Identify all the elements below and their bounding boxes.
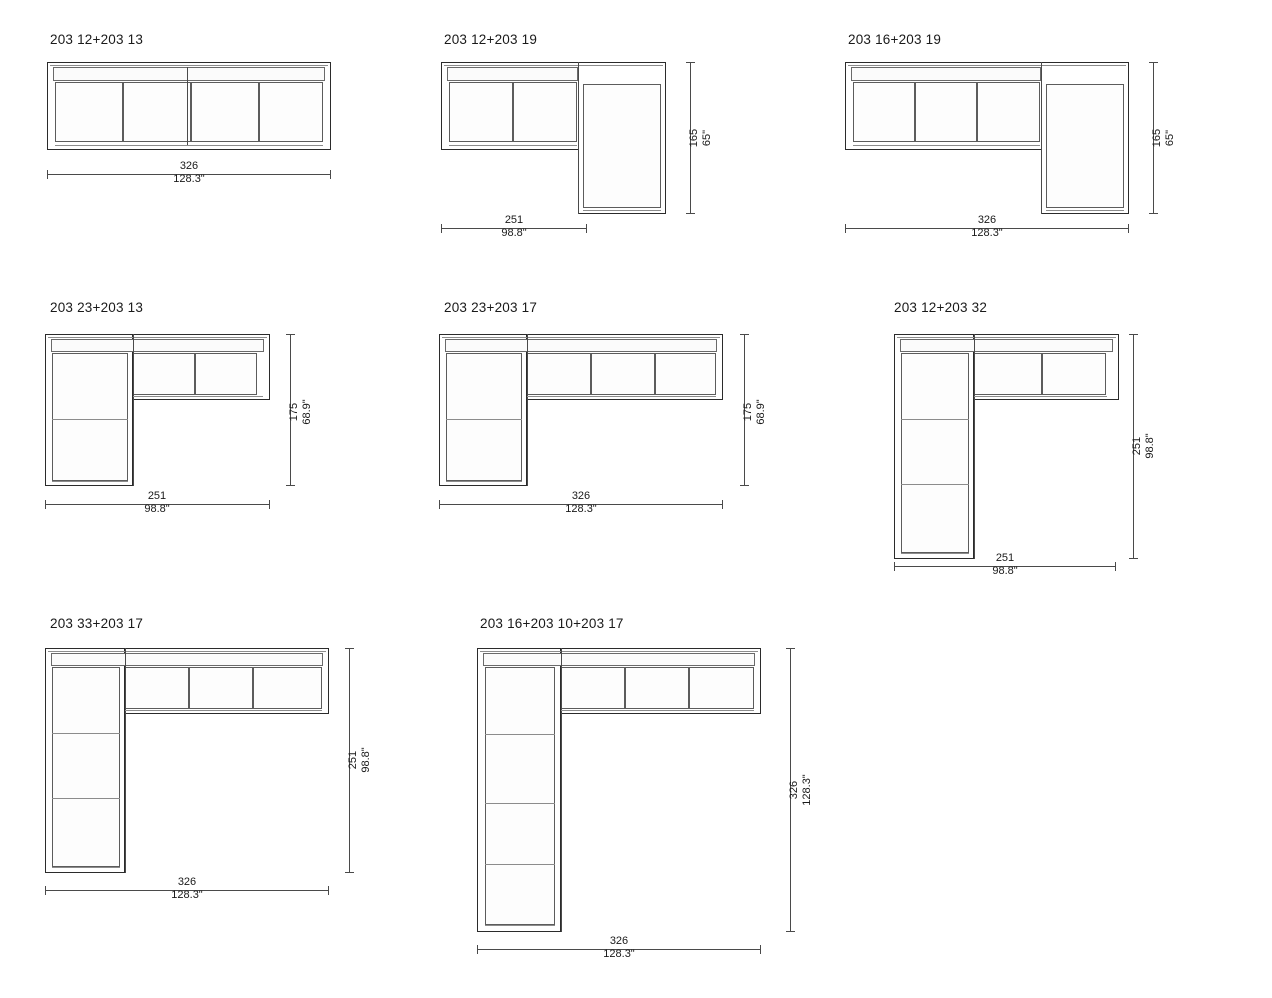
outline-inner-edge <box>50 65 328 66</box>
seat-cushion <box>977 82 1040 142</box>
seat-cushion <box>191 82 259 142</box>
backrest <box>447 67 578 81</box>
cushion-split-line <box>485 803 555 804</box>
depth-dimension-3 <box>1149 62 1179 214</box>
dimension-tick <box>1129 334 1138 335</box>
width-dimension-5 <box>439 490 723 526</box>
dimension-tick <box>286 485 295 486</box>
plan-view-1 <box>47 62 331 150</box>
width-dimension-6 <box>894 552 1116 588</box>
dimension-value-metric: 175 <box>742 402 754 422</box>
chaise-cushion <box>485 667 555 925</box>
configuration-3 <box>848 32 941 47</box>
width-dimension-7 <box>45 876 329 912</box>
dimension-tick <box>477 945 478 954</box>
chaise-cushion <box>446 353 522 481</box>
cushion-split-line <box>901 419 969 420</box>
module-split-line <box>1041 62 1042 214</box>
configuration-title: 203 12+203 13 <box>50 32 144 47</box>
chaise-cushion <box>901 353 969 553</box>
seat-cushion <box>125 667 189 709</box>
plan-view-7 <box>45 648 329 873</box>
cushion-split-line <box>52 733 120 734</box>
outline-inner-edge <box>48 337 267 338</box>
outline-inner-edge <box>48 651 326 652</box>
seat-cushion <box>625 667 689 709</box>
front-edge-line <box>561 710 754 711</box>
front-edge-line <box>52 481 128 482</box>
seat-cushion <box>853 82 915 142</box>
seat-cushion <box>527 353 591 395</box>
front-edge-line <box>853 145 1040 146</box>
seat-cushion <box>189 667 253 709</box>
dimension-value-metric: 251 <box>504 214 524 226</box>
dimension-tick <box>286 334 295 335</box>
depth-dimension-6 <box>1129 334 1159 559</box>
dimension-tick <box>894 562 895 571</box>
dimension-value-metric: 326 <box>179 160 199 172</box>
plan-view-2 <box>441 62 666 214</box>
configuration-title: 203 16+203 19 <box>848 32 942 47</box>
configuration-8 <box>480 616 624 631</box>
dimension-tick <box>45 886 46 895</box>
plan-view-4 <box>45 334 270 486</box>
seat-cushion <box>513 82 577 142</box>
seat-cushion <box>974 353 1042 395</box>
cushion-split-line <box>52 419 128 420</box>
dimension-tick <box>740 485 749 486</box>
backrest <box>483 653 755 666</box>
front-edge-line <box>583 210 661 211</box>
configuration-5 <box>444 300 537 315</box>
plan-view-6 <box>894 334 1119 559</box>
seat-cushion <box>689 667 754 709</box>
front-edge-line <box>125 710 322 711</box>
dimension-tick <box>1149 62 1158 63</box>
width-dimension-4 <box>45 490 270 526</box>
seat-cushion <box>1042 353 1106 395</box>
outline-inner-edge <box>848 65 1126 66</box>
dimension-value-metric: 326 <box>609 935 629 947</box>
width-dimension-3 <box>845 214 1129 250</box>
seat-cushion <box>55 82 123 142</box>
configuration-6 <box>894 300 987 315</box>
dimension-value-metric: 326 <box>977 214 997 226</box>
dimension-value-imperial: 128.3" <box>171 889 203 901</box>
chaise-cushion <box>52 353 128 481</box>
dimension-value-imperial: 68.9" <box>301 399 313 425</box>
dimension-value-imperial: 128.3" <box>565 503 597 515</box>
seat-cushion <box>253 667 322 709</box>
dimension-value-metric: 175 <box>288 402 300 422</box>
front-edge-line <box>449 145 577 146</box>
seat-cushion <box>195 353 257 395</box>
dimension-value-metric: 326 <box>788 780 800 800</box>
front-edge-line <box>133 396 263 397</box>
depth-dimension-4 <box>286 334 316 486</box>
outline-inner-edge <box>480 651 758 652</box>
dimension-tick <box>47 170 48 179</box>
seat-cushion <box>133 353 195 395</box>
seat-cushion <box>655 353 716 395</box>
dimension-value-imperial: 68.9" <box>755 399 767 425</box>
dimension-tick <box>441 224 442 233</box>
backrest <box>900 339 1113 352</box>
dimension-value-metric: 165 <box>688 128 700 148</box>
front-edge-line <box>485 925 555 926</box>
dimension-tick <box>740 334 749 335</box>
dimension-value-metric: 326 <box>177 876 197 888</box>
width-dimension-2 <box>441 214 587 250</box>
dimension-value-imperial: 128.3" <box>603 948 635 960</box>
seat-cushion <box>259 82 323 142</box>
dimension-value-imperial: 128.3" <box>801 774 813 806</box>
dimension-value-imperial: 128.3" <box>971 227 1003 239</box>
seat-cushion <box>561 667 625 709</box>
module-split-line <box>578 62 579 214</box>
dimension-value-metric: 251 <box>347 750 359 770</box>
dimension-tick <box>1149 213 1158 214</box>
depth-dimension-8 <box>786 648 816 932</box>
dimension-value-metric: 251 <box>1131 436 1143 456</box>
dimension-value-imperial: 65" <box>1164 129 1176 147</box>
outline-inner-edge <box>897 337 1116 338</box>
cushion-split-line <box>901 484 969 485</box>
dimension-tick <box>345 648 354 649</box>
module-split-line <box>125 648 126 873</box>
dimension-value-imperial: 98.8" <box>1144 433 1156 459</box>
configuration-2 <box>444 32 537 47</box>
module-split-line <box>187 67 188 145</box>
dimension-tick <box>686 213 695 214</box>
plan-view-8 <box>477 648 761 932</box>
chaise-cushion <box>52 667 120 867</box>
cushion-split-line <box>52 798 120 799</box>
width-dimension-1 <box>47 160 331 196</box>
seat-cushion <box>449 82 513 142</box>
dimension-value-metric: 165 <box>1151 128 1163 148</box>
dimension-tick <box>845 224 846 233</box>
dimension-tick <box>1129 558 1138 559</box>
dimension-value-imperial: 128.3" <box>173 173 205 185</box>
seat-cushion <box>915 82 977 142</box>
outline-inner-edge <box>444 65 663 66</box>
cushion-split-line <box>485 734 555 735</box>
configuration-title: 203 16+203 10+203 17 <box>480 616 624 631</box>
configuration-title: 203 23+203 13 <box>50 300 144 315</box>
front-edge-line <box>527 396 716 397</box>
configuration-title: 203 12+203 19 <box>444 32 538 47</box>
backrest <box>445 339 717 352</box>
dimension-value-imperial: 98.8" <box>360 747 372 773</box>
backrest <box>851 67 1041 81</box>
module-split-line <box>527 334 528 486</box>
dimension-tick <box>439 500 440 509</box>
front-edge-line <box>446 481 522 482</box>
front-edge-line <box>55 145 323 146</box>
backrest <box>53 67 325 81</box>
dimension-tick <box>786 931 795 932</box>
dimension-tick <box>760 945 761 954</box>
front-edge-line <box>974 396 1107 397</box>
configuration-title: 203 33+203 17 <box>50 616 144 631</box>
dimension-value-imperial: 98.8" <box>144 503 170 515</box>
dimension-tick <box>1115 562 1116 571</box>
dimension-tick <box>328 886 329 895</box>
dimension-value-metric: 326 <box>571 490 591 502</box>
cushion-split-line <box>485 864 555 865</box>
dimension-value-metric: 251 <box>147 490 167 502</box>
configuration-title: 203 12+203 32 <box>894 300 988 315</box>
depth-dimension-5 <box>740 334 770 486</box>
outline-inner-edge <box>442 337 720 338</box>
configuration-7 <box>50 616 143 631</box>
dimension-tick <box>722 500 723 509</box>
dimension-value-imperial: 65" <box>701 129 713 147</box>
cushion-split-line <box>446 419 522 420</box>
depth-dimension-7 <box>345 648 375 873</box>
dimension-value-imperial: 98.8" <box>501 227 527 239</box>
dimension-tick <box>330 170 331 179</box>
seat-cushion <box>591 353 655 395</box>
plan-view-3 <box>845 62 1129 214</box>
seat-cushion <box>123 82 191 142</box>
chaise-cushion <box>1046 84 1124 208</box>
backrest <box>51 339 264 352</box>
configuration-1 <box>50 32 143 47</box>
dimension-tick <box>686 62 695 63</box>
dimension-tick <box>345 872 354 873</box>
dimension-tick <box>269 500 270 509</box>
configuration-4 <box>50 300 143 315</box>
plan-view-5 <box>439 334 723 486</box>
backrest <box>51 653 323 666</box>
module-split-line <box>974 334 975 559</box>
module-split-line <box>561 648 562 932</box>
dimension-value-imperial: 98.8" <box>992 565 1018 577</box>
front-edge-line <box>52 867 120 868</box>
depth-dimension-2 <box>686 62 716 214</box>
configuration-title: 203 23+203 17 <box>444 300 538 315</box>
front-edge-line <box>1046 210 1124 211</box>
width-dimension-8 <box>477 935 761 971</box>
dimension-tick <box>786 648 795 649</box>
dimension-tick <box>45 500 46 509</box>
module-split-line <box>133 334 134 486</box>
dimension-tick <box>1128 224 1129 233</box>
chaise-cushion <box>583 84 661 208</box>
dimension-value-metric: 251 <box>995 552 1015 564</box>
dimension-tick <box>586 224 587 233</box>
